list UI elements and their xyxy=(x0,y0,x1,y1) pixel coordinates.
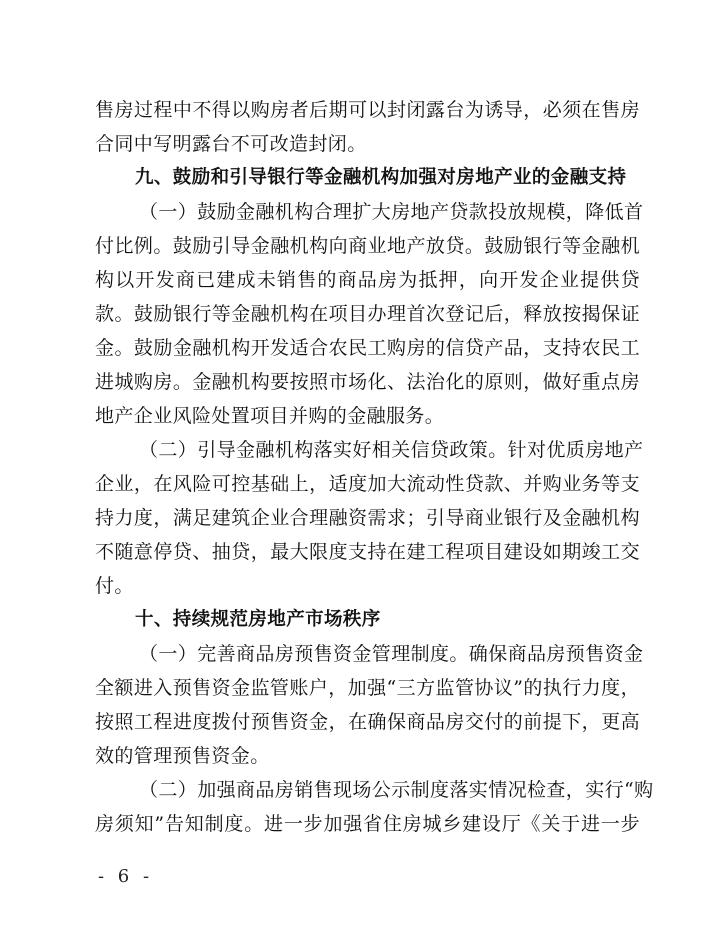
section-heading-9: 九、鼓励和引导银行等金融机构加强对房地产业的金融支持 xyxy=(135,167,627,188)
paragraph-line: 效的管理预售资金。 xyxy=(95,745,270,767)
paragraph-line: 地产企业风险处置项目并购的金融服务。 xyxy=(95,405,445,427)
paragraph-line: （二）加强商品房销售现场公示制度落实情况检查，实行“购 xyxy=(139,779,654,801)
paragraph-line: 付。 xyxy=(95,575,134,597)
section-heading-10: 十、持续规范房地产市场秩序 xyxy=(135,609,381,630)
paragraph-line: （一）鼓励金融机构合理扩大房地产贷款投放规模，降低首 xyxy=(139,201,644,223)
paragraph-line: 合同中写明露台不可改造封闭。 xyxy=(95,133,367,155)
paragraph-line: （一）完善商品房预售资金管理制度。确保商品房预售资金 xyxy=(139,643,644,665)
paragraph-line: 进城购房。金融机构要按照市场化、法治化的原则，做好重点房 xyxy=(95,371,640,393)
paragraph-line: 全额进入预售资金监管账户，加强“三方监管协议”的执行力度， xyxy=(95,677,640,699)
paragraph-line: 按照工程进度拨付预售资金，在确保商品房交付的前提下，更高 xyxy=(95,711,640,733)
paragraph-line: 房须知”告知制度。进一步加强省住房城乡建设厅《关于进一步 xyxy=(95,813,640,835)
paragraph-line: 不随意停贷、抽贷，最大限度支持在建工程项目建设如期竣工交 xyxy=(95,541,640,563)
paragraph-line: 金。鼓励金融机构开发适合农民工购房的信贷产品，支持农民工 xyxy=(95,337,640,359)
paragraph-line: 付比例。鼓励引导金融机构向商业地产放贷。鼓励银行等金融机 xyxy=(95,235,640,257)
page-number: - 6 - xyxy=(98,866,154,887)
paragraph-line: 售房过程中不得以购房者后期可以封闭露台为诱导，必须在售房 xyxy=(95,99,640,121)
paragraph-line: 企业，在风险可控基础上，适度加大流动性贷款、并购业务等支 xyxy=(95,473,640,495)
document-body xyxy=(95,93,654,841)
paragraph-line: 构以开发商已建成未销售的商品房为抵押，向开发企业提供贷 xyxy=(95,269,640,291)
paragraph-line: 款。鼓励银行等金融机构在项目办理首次登记后，释放按揭保证 xyxy=(95,303,640,325)
paragraph-line: 持力度，满足建筑企业合理融资需求；引导商业银行及金融机构 xyxy=(95,507,640,529)
paragraph-line: （二）引导金融机构落实好相关信贷政策。针对优质房地产 xyxy=(139,439,644,461)
